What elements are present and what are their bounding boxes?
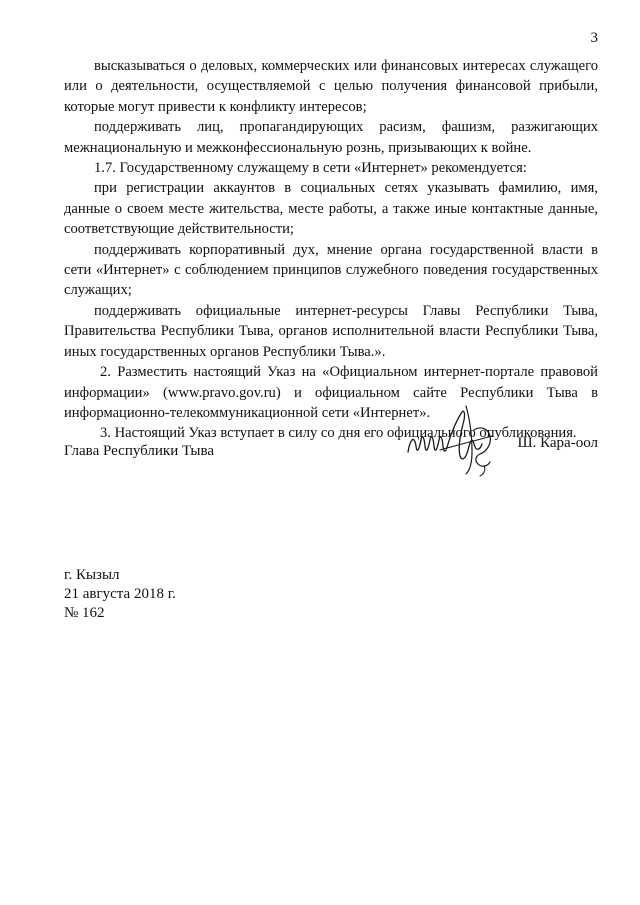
date: 21 августа 2018 г. [64, 586, 176, 602]
signatory-title: Глава Республики Тыва [64, 443, 215, 459]
paragraph-2: поддерживать лиц, пропагандирующих расизм, фашизм, разжигающих межнациональную и межконфессиональную рознь, призывающих к войне. [64, 119, 598, 156]
paragraph-5: поддерживать корпоративный дух, мнение органа государственной власти в сети «Интернет» с соблюдением принципов служебного поведения государственных служащих; [64, 241, 598, 299]
place-date-block [64, 566, 176, 623]
place: г. Кызыл [64, 567, 120, 583]
paragraph-7: 2. Разместить настоящий Указ на «Официальном интернет-портале правовой информации» (www.pravo.gov.ru) и официальном сайте Республики Тыва в информационно-телекоммуникационной сети «Интернет». [64, 364, 598, 421]
signatory-name: Ш. Кара-оол [517, 435, 598, 451]
paragraph-1: высказываться о деловых, коммерческих или финансовых интересах служащего или о деятельности, осуществляемой с целью получения финансовой прибыли, которые могут привести к конфликту интересов; [64, 58, 598, 115]
paragraph-3: 1.7. Государственному служащему в сети «Интернет» рекомендуется: [94, 160, 527, 177]
paragraph-4: при регистрации аккаунтов в социальных сетях указывать фамилию, имя, данные о своем месте жительства, месте работы, а также иные контактные данные, соответствующие действительности; [64, 180, 598, 238]
paragraph-8: 3. Настоящий Указ вступает в силу со дня его официального опубликования. [100, 425, 577, 442]
document-body [64, 56, 598, 444]
handwritten-signature [400, 400, 510, 480]
page-number: 3 [590, 30, 598, 46]
decree-number: № 162 [64, 605, 105, 621]
paragraph-6: поддерживать официальные интернет-ресурсы Главы Республики Тыва, Правительства Республики Тыва, органов исполнительной власти Республики Тыва, иных государственных органов Республики Тыва.». [64, 302, 598, 360]
